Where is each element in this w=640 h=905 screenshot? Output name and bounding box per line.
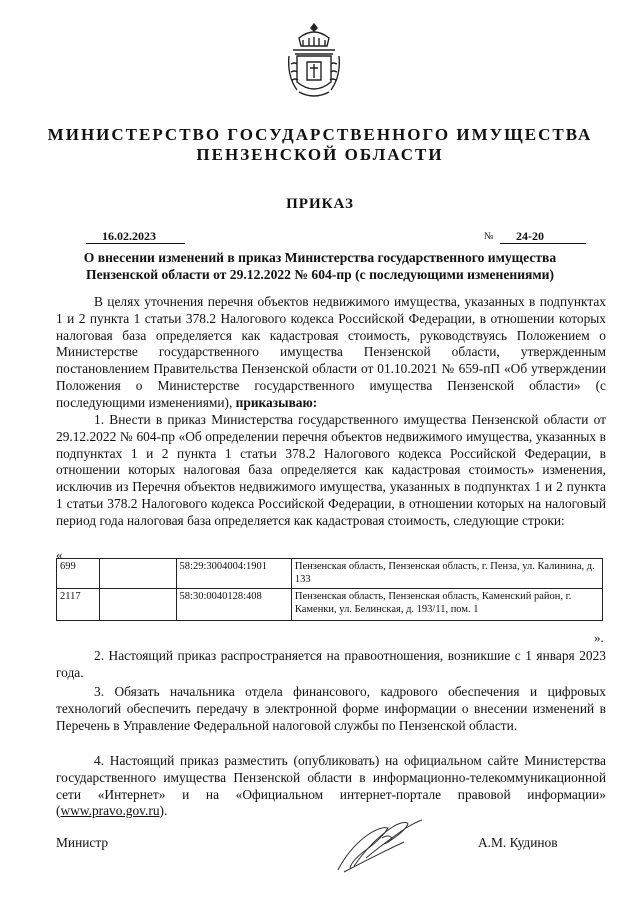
table-row — [57, 588, 603, 620]
row-number: 2117 — [57, 588, 100, 620]
preamble-text: В целях уточнения перечня объектов недвижимого имущества, указанных в подпунктах 1 и 2 пункта 1 статьи 378.2 Налогового кодекса Российской Федерации, в отношении которых налоговая база определяется как кадастровая стоимость, руководствуясь Положением о Министерстве государственного имущества Пензенской области, утвержденным постановлением Правительства Пензенской области от 01.10.2021 № 659-пП «Об утверждении Положения о Министерстве государственного имущества Пензенской области» (с последующими изменениями), — [56, 294, 606, 410]
cadastral-number: 58:29:3004004:1901 — [176, 559, 291, 589]
coat-of-arms-icon — [285, 20, 343, 100]
signatory-name: А.М. Кудинов — [478, 835, 558, 850]
handwritten-signature-icon — [330, 808, 430, 878]
document-number: 24-20 — [500, 229, 586, 244]
document-date: 16.02.2023 — [86, 229, 185, 244]
paragraph-4-end: ). — [159, 803, 168, 819]
document-title: О внесении изменений в приказ Министерства государственного имущества Пензенской области от 29.12.2022 № 604-пр (с последующими изменениями) — [83, 250, 557, 282]
quote-open: « — [56, 547, 63, 562]
cadastral-number: 58:30:0040128:408 — [176, 588, 291, 620]
row-number: 699 — [57, 559, 100, 589]
paragraph-1: 1. Внести в приказ Министерства государственного имущества Пензенской области от 29.12.2022 № 604-пр «Об определении перечня объектов недвижимого имущества, указанных в подпунктах 1 и 2 пункта 1 статьи 378.2 Налогового кодекса Российской Федерации, в отношении которых налоговая база определяется как кадастровая стоимость» изменения, исключив из Перечня объектов недвижимого имущества, указанных в подпунктах 1 и 2 пункта 1 статьи 378.2 Налогового кодекса Российской Федерации, в отношении которых на налоговый период года налоговая база определяется как кадастровая стоимость, следующие строки: — [56, 412, 606, 528]
address: Пензенская область, Пензенская область, г. Пенза, ул. Калинина, д. 133 — [291, 559, 602, 589]
excluded-rows-table — [56, 558, 603, 621]
order-word: приказываю: — [235, 394, 318, 410]
paragraph-4-text: 4. Настоящий приказ разместить (опубликовать) на официальном сайте Министерства государственного имущества Пензенской области в информационно-телекоммуникационной сети «Интернет» и на «Официальном интернет-портале правовой информации» ( — [56, 753, 606, 819]
number-sign: № — [484, 231, 494, 242]
table-row — [57, 559, 603, 589]
row-empty-cell — [99, 559, 176, 589]
quote-close: ». — [594, 630, 604, 645]
pravo-link[interactable]: www.pravo.gov.ru — [60, 803, 160, 819]
row-empty-cell — [99, 588, 176, 620]
paragraph-3: 3. Обязать начальника отдела финансового, кадрового обеспечения и цифровых технологий обеспечить передачу в электронной форме информации о внесении изменений в Перечень в Управление Федеральной налоговой службы по Пензенской области. — [56, 684, 606, 733]
paragraph-preamble — [56, 294, 606, 412]
document-type: ПРИКАЗ — [286, 196, 354, 212]
ministry-name-line2: ПЕНЗЕНСКОЙ ОБЛАСТИ — [196, 145, 444, 164]
address: Пензенская область, Пензенская область, Каменский район, г. Каменки, ул. Белинская, д. 193/11, пом. 1 — [291, 588, 602, 620]
signatory-position: Министр — [56, 835, 109, 850]
ministry-name-line1: МИНИСТЕРСТВО ГОСУДАРСТВЕННОГО ИМУЩЕСТВА — [47, 125, 593, 144]
paragraph-2: 2. Настоящий приказ распространяется на правоотношения, возникшие с 1 января 2023 года. — [56, 648, 606, 680]
